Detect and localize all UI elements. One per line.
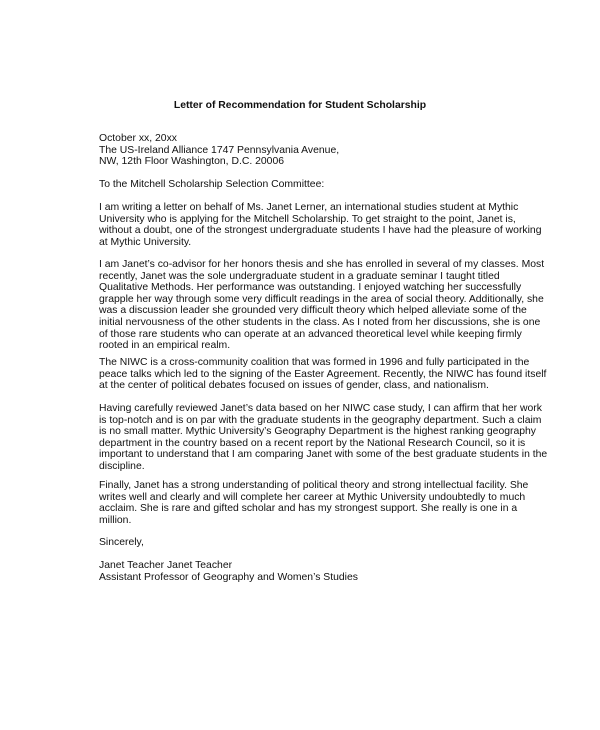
paragraph-line: without a doubt, one of the strongest undergraduate students I have had the pleasure of working: [99, 225, 542, 237]
paragraph-line: Qualitative Methods. Her performance was outstanding. I enjoyed watching her successfully: [99, 282, 522, 294]
signature-name: Janet Teacher Janet Teacher: [99, 560, 233, 571]
paragraph-1: [99, 202, 542, 248]
paragraph-line: peace talks which led to the signing of the Easter Agreement. Recently, the NIWC has found itself: [99, 368, 547, 380]
paragraph-line: I am writing a letter on behalf of Ms. Janet Lerner, an international studies student at Mythic: [99, 202, 519, 213]
paragraph-line: of those rare students who can operate at an advanced theoretical level while keeping firmly: [99, 328, 522, 340]
recipient-address-line-1: The US-Ireland Alliance 1747 Pennsylvania Avenue,: [99, 144, 340, 156]
paragraph-line: recently, Janet was the sole undergraduate student in a graduate seminar I taught titled: [99, 270, 500, 282]
paragraph-line: important to understand that I am comparing Janet with some of the best graduate students in the: [99, 449, 548, 461]
paragraph-line: acclaim. She is rare and gifted scholar and has my strongest support. She really is one in a: [99, 503, 518, 515]
letter-title: Letter of Recommendation for Student Scholarship: [173, 100, 427, 111]
signature-title: Assistant Professor of Geography and Women’s Studies: [99, 571, 358, 583]
paragraph-line: rooted in an empirical realm.: [99, 340, 231, 352]
paragraph-line: The NIWC is a cross-community coalition that was formed in 1996 and fully participated in the: [99, 357, 530, 368]
paragraph-2: [99, 259, 545, 352]
paragraph-line: at Mythic University.: [99, 236, 192, 248]
paragraph-line: initial nervousness of the other students in the class. As I noted from her discussions, she is one: [99, 316, 541, 328]
paragraph-line: department in the country based on a recent report by the National Research Council, so it is: [99, 437, 526, 449]
salutation: [99, 179, 529, 191]
paragraph-line: University who is applying for the Mitchell Scholarship. To get straight to the point, Janet is,: [99, 213, 516, 225]
paragraph-3: [99, 357, 547, 392]
paragraph-line: is top-notch and is on par with the graduate students in the geography department. Such a claim: [99, 414, 542, 426]
paragraph-line: was a discussion leader she grounded very difficult theory which helped alleviate some of the: [99, 305, 527, 317]
paragraph-5: [99, 480, 529, 526]
closing-text: Sincerely,: [99, 537, 144, 548]
paragraph-line: Finally, Janet has a strong understanding of political theory and strong intellectual facility. She: [99, 480, 529, 491]
paragraph-line: discipline.: [99, 460, 145, 472]
date-and-address: [99, 133, 529, 168]
paragraph-line: million.: [99, 514, 132, 526]
closing: [99, 537, 529, 549]
signature-block: [99, 560, 529, 583]
recipient-address-line-2: NW, 12th Floor Washington, D.C. 20006: [99, 156, 285, 168]
paragraph-line: grapple her way through some very difficult readings in the area of social theory. Additionally, she: [99, 293, 544, 305]
paragraph-line: I am Janet’s co-advisor for her honors thesis and she has enrolled in several of my classes. Most: [99, 259, 545, 270]
salutation-text: To the Mitchell Scholarship Selection Committee:: [99, 179, 325, 190]
paragraph-line: Having carefully reviewed Janet’s data based on her NIWC case study, I can affirm that her work: [99, 403, 542, 414]
paragraph-line: is no small matter. Mythic University’s Geography Department is the highest ranking geography: [99, 426, 536, 438]
letter-date: October xx, 20xx: [99, 133, 177, 144]
paragraph-line: at the center of political debates focused on issues of gender, class, and nationalism.: [99, 380, 489, 392]
paragraph-line: writes well and clearly and will complete her career at Mythic University undoubtedly to much: [99, 491, 526, 503]
paragraph-4: [99, 403, 548, 473]
